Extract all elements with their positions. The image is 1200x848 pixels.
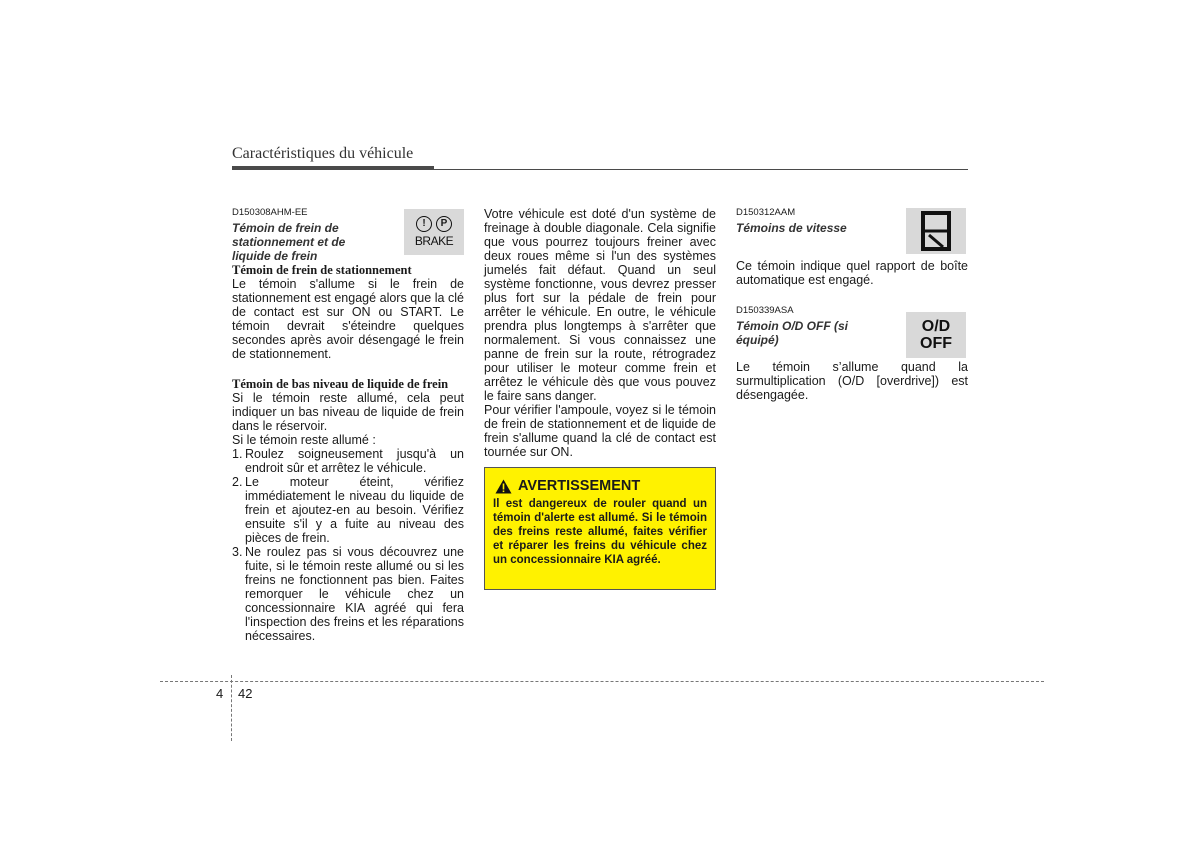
brake-icon-label: BRAKE (414, 234, 454, 248)
footer-divider (231, 675, 232, 741)
column-2 (484, 207, 716, 459)
subsection-heading: Témoin de frein de stationnement (232, 263, 412, 277)
header-rule (232, 169, 968, 170)
list-item: 3. Ne roulez pas si vous découvrez une fuite, si le témoin reste allumé ou si les freins ne fonctionnent pas bien. Faites remorquer le véhicule chez un concessionnaire KIA agréé qui fera l'inspection des freins et les réparations nécessaires. (232, 545, 464, 643)
paragraph: Si le témoin reste allumé : (232, 433, 376, 447)
od-label: O/D (921, 318, 951, 335)
warning-triangle-icon (495, 479, 512, 494)
section-code: D150308AHM-EE (232, 207, 308, 218)
paragraph: Ce témoin indique quel rapport de boîte automatique est engagé. (736, 259, 968, 287)
section-title: Témoin O/D OFF (si équipé) (736, 319, 849, 347)
parking-icon: P (436, 216, 452, 232)
off-label: OFF (920, 335, 952, 352)
paragraph: Si le témoin reste allumé, cela peut indiquer un bas niveau de liquide de frein dans le réservoir. (232, 391, 464, 433)
subsection-heading: Témoin de bas niveau de liquide de frein (232, 377, 449, 391)
exclamation-icon: ! (416, 216, 432, 232)
numbered-list (232, 447, 464, 643)
gear-position-icon (906, 208, 966, 254)
list-item: 2. Le moteur éteint, vérifiez immédiatement le niveau du liquide de frein et ajoutez-en au besoin. Vérifiez ensuite s'il y a fuite au niveau des pièces de frein. (232, 475, 464, 545)
list-item: 1. Roulez soigneusement jusqu'à un endroit sûr et arrêtez le véhicule. (232, 447, 464, 475)
footer-rule (160, 681, 1044, 682)
section-title: Témoins de vitesse (736, 221, 847, 235)
section-code: D150312AAM (736, 207, 796, 218)
section-code: D150339ASA (736, 305, 794, 316)
warning-title: AVERTISSEMENT (518, 478, 641, 494)
section-title: Témoin de frein de stationnement et de liquide de frein (232, 221, 346, 263)
paragraph: Votre véhicule est doté d'un système de freinage à double diagonale. Cela signifie que vous pourrez toujours freiner avec deux roues même si l'un des systèmes jumelés fait défaut. Quand un seul système fonctionne, vous devrez presser plus fort sur la pédale de frein pour arrêter le véhicule. En outre, le véhicule prendra plus longtemps à s'arrêter que normalement. Si vous connaissez une panne de frein sur la route, rétrogradez pour utiliser le moteur comme frein et arrêtez le véhicule dès que vous pouvez le faire sans danger. (484, 207, 716, 403)
brake-warning-icon (404, 209, 464, 255)
paragraph: Pour vérifier l'ampoule, voyez si le témoin de frein de stationnement et de liquide de frein s'allume quand la clé de contact est tournée sur ON. (484, 403, 716, 459)
column-1 (232, 207, 464, 643)
chapter-number: 4 (216, 686, 224, 701)
page-header-title: Caractéristiques du véhicule (232, 145, 414, 162)
warning-box (484, 467, 716, 590)
paragraph: Le témoin s’allume quand la surmultiplication (O/D [overdrive]) est désengagée. (736, 360, 968, 402)
od-off-icon (906, 312, 966, 358)
warning-text: Il est dangereux de rouler quand un témoin d'alerte est allumé. Si le témoin des freins reste allumé, faites vérifier et réparer les freins du véhicule chez un concessionnaire KIA agréé. (493, 498, 707, 566)
page-number: 42 (238, 686, 253, 701)
paragraph: Le témoin s'allume si le frein de stationnement est engagé alors que la clé de contact est sur ON ou START. Le témoin devrait s'éteindre quelques secondes après avoir désengagé le frein de stationnement. (232, 277, 464, 361)
